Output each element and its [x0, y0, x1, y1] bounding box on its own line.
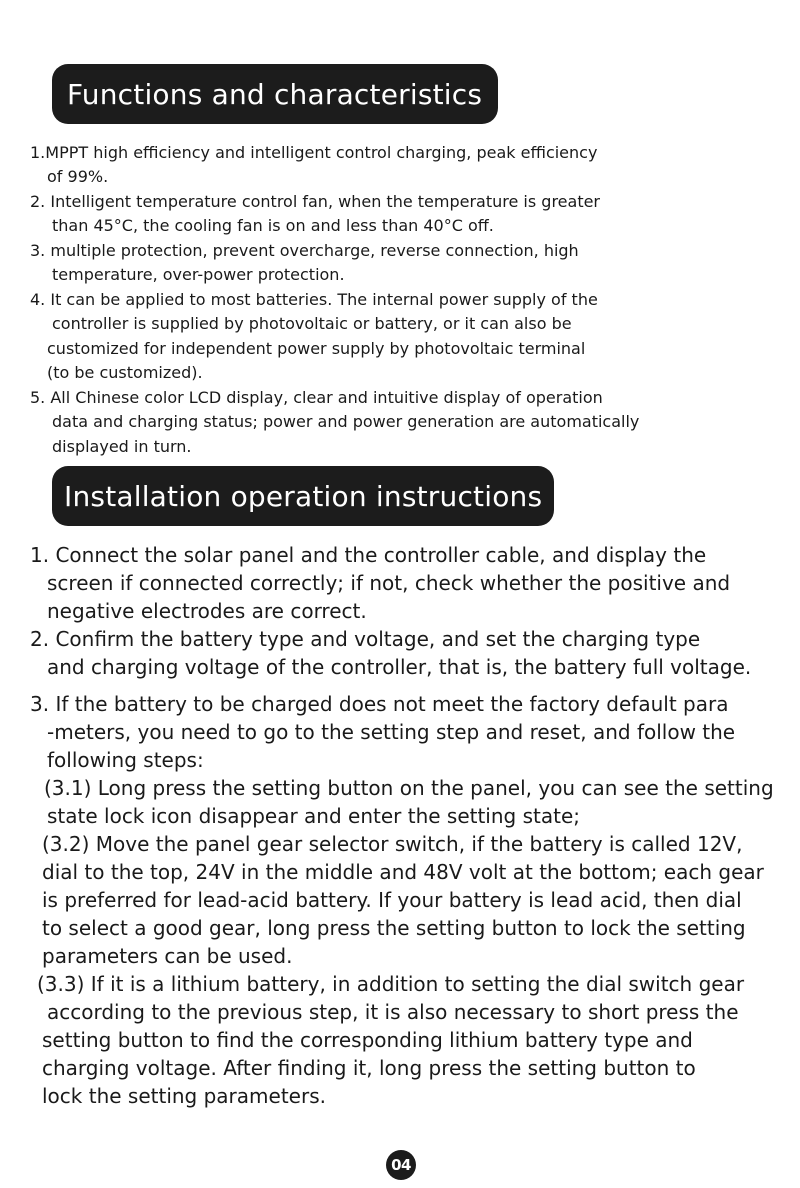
- functions-line: 3. multiple protection, prevent overcharge, reverse connection, high: [30, 241, 579, 260]
- section-title-functions: [52, 64, 498, 124]
- installation-line: charging voltage. After finding it, long press the setting button to: [42, 1056, 696, 1080]
- functions-line: temperature, over-power protection.: [52, 265, 345, 284]
- section-title-functions-text: Functions and characteristics: [67, 77, 483, 111]
- section-title-installation-text: Installation operation instructions: [64, 479, 543, 513]
- installation-line: state lock icon disappear and enter the setting state;: [47, 804, 580, 828]
- functions-line: of 99%.: [47, 167, 109, 186]
- functions-line: data and charging status; power and power generation are automatically: [52, 412, 640, 431]
- functions-line: customized for independent power supply by photovoltaic terminal: [47, 339, 586, 358]
- installation-line: according to the previous step, it is also necessary to short press the: [47, 1000, 739, 1024]
- functions-line: than 45°C, the cooling fan is on and less than 40°C off.: [52, 216, 494, 235]
- installation-line: (3.3) If it is a lithium battery, in addition to setting the dial switch gear: [37, 972, 745, 996]
- page-number-text: 04: [391, 1156, 411, 1174]
- installation-line: lock the setting parameters.: [42, 1084, 326, 1108]
- installation-line: is preferred for lead-acid battery. If your battery is lead acid, then dial: [42, 888, 742, 912]
- installation-line: 3. If the battery to be charged does not meet the factory default para: [30, 692, 729, 716]
- installation-line: and charging voltage of the controller, that is, the battery full voltage.: [47, 655, 752, 679]
- installation-line: dial to the top, 24V in the middle and 48V volt at the bottom; each gear: [42, 860, 764, 884]
- functions-line: 4. It can be applied to most batteries. The internal power supply of the: [30, 290, 598, 309]
- page-number: [386, 1150, 416, 1180]
- installation-line: parameters can be used.: [42, 944, 293, 968]
- installation-line: 2. Confirm the battery type and voltage, and set the charging type: [30, 627, 701, 651]
- installation-line: -meters, you need to go to the setting step and reset, and follow the: [47, 720, 736, 744]
- section-title-installation: [52, 466, 554, 526]
- functions-line: 1.MPPT high efficiency and intelligent control charging, peak efficiency: [30, 143, 598, 162]
- installation-line: (3.2) Move the panel gear selector switch, if the battery is called 12V,: [42, 832, 743, 856]
- installation-line: setting button to find the corresponding lithium battery type and: [42, 1028, 693, 1052]
- functions-line: 5. All Chinese color LCD display, clear and intuitive display of operation: [30, 388, 603, 407]
- installation-line: to select a good gear, long press the setting button to lock the setting: [42, 916, 746, 940]
- installation-line: (3.1) Long press the setting button on the panel, you can see the setting: [44, 776, 774, 800]
- functions-line: (to be customized).: [47, 363, 203, 382]
- functions-line: 2. Intelligent temperature control fan, when the temperature is greater: [30, 192, 601, 211]
- functions-line: displayed in turn.: [52, 437, 192, 456]
- functions-line: controller is supplied by photovoltaic or battery, or it can also be: [52, 314, 572, 333]
- installation-line: negative electrodes are correct.: [47, 599, 367, 623]
- installation-line: 1. Connect the solar panel and the controller cable, and display the: [30, 543, 707, 567]
- installation-line: following steps:: [47, 748, 204, 772]
- installation-line: screen if connected correctly; if not, check whether the positive and: [47, 571, 731, 595]
